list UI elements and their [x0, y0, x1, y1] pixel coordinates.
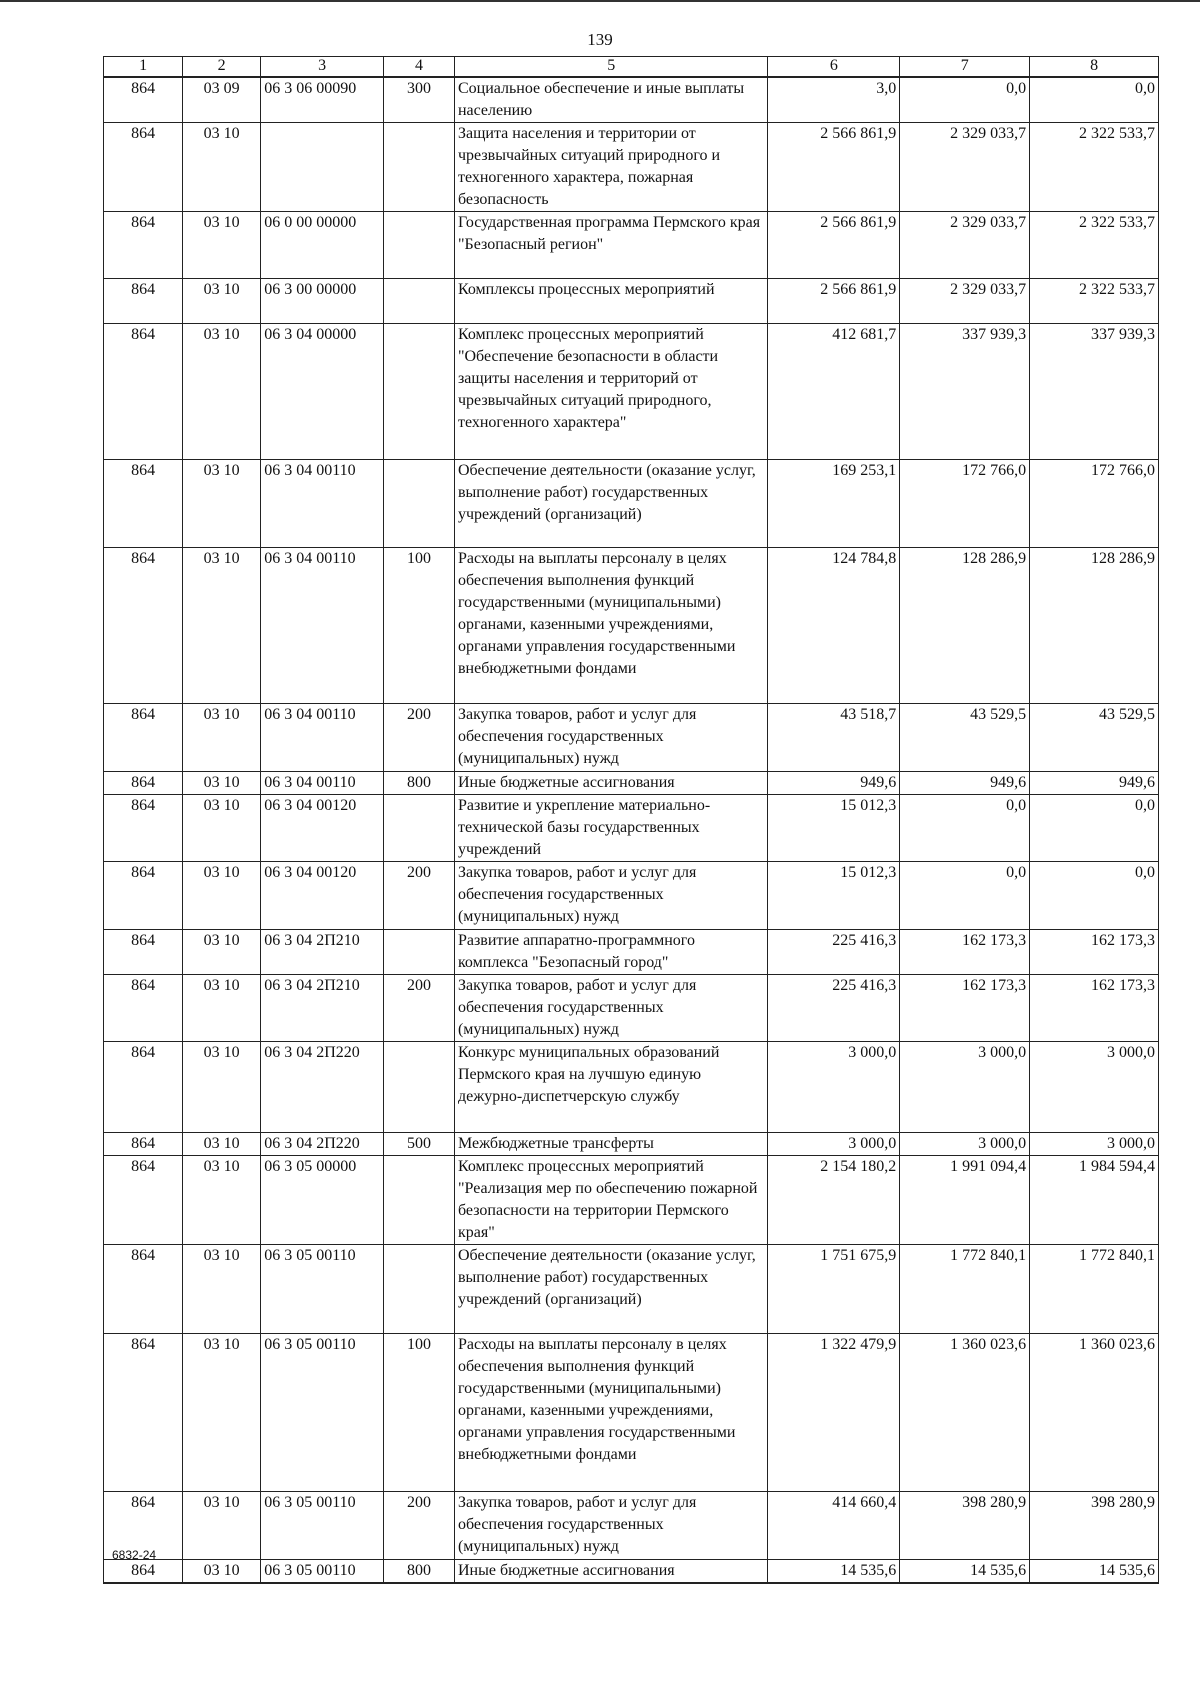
cell-expense-type: 100	[383, 1333, 454, 1491]
table-row	[104, 278, 1159, 323]
table-row	[104, 547, 1159, 703]
cell-section-code: 03 10	[183, 929, 261, 974]
cell-expense-type	[383, 323, 454, 459]
cell-section-code: 03 10	[183, 1132, 261, 1155]
cell-amount-col8: 162 173,3	[1030, 974, 1159, 1041]
cell-amount-col8: 0,0	[1030, 861, 1159, 929]
cell-section-code: 03 10	[183, 974, 261, 1041]
cell-target-article: 06 3 04 2П220	[261, 1041, 384, 1132]
cell-target-article: 06 3 04 00110	[261, 547, 384, 703]
cell-amount-col8: 2 322 533,7	[1030, 211, 1159, 278]
cell-description: Конкурс муниципальных образований Пермского края на лучшую единую дежурно-диспетчерскую службу	[454, 1041, 767, 1132]
cell-ministry-code: 864	[104, 974, 183, 1041]
cell-section-code: 03 10	[183, 703, 261, 771]
cell-amount-col7: 128 286,9	[900, 547, 1030, 703]
cell-amount-col6: 1 322 479,9	[768, 1333, 900, 1491]
cell-section-code: 03 10	[183, 861, 261, 929]
cell-ministry-code: 864	[104, 929, 183, 974]
cell-section-code: 03 10	[183, 771, 261, 794]
cell-amount-col8: 43 529,5	[1030, 703, 1159, 771]
cell-ministry-code: 864	[104, 459, 183, 547]
cell-target-article: 06 3 04 2П210	[261, 929, 384, 974]
cell-section-code: 03 10	[183, 1559, 261, 1583]
cell-target-article: 06 3 05 00110	[261, 1559, 384, 1583]
cell-description: Закупка товаров, работ и услуг для обеспечения государственных (муниципальных) нужд	[454, 861, 767, 929]
cell-amount-col7: 2 329 033,7	[900, 122, 1030, 211]
cell-section-code: 03 10	[183, 1244, 261, 1333]
cell-amount-col8: 949,6	[1030, 771, 1159, 794]
cell-description: Комплексы процессных мероприятий	[454, 278, 767, 323]
cell-amount-col7: 43 529,5	[900, 703, 1030, 771]
cell-expense-type: 200	[383, 1491, 454, 1559]
cell-amount-col7: 2 329 033,7	[900, 211, 1030, 278]
cell-target-article: 06 3 00 00000	[261, 278, 384, 323]
cell-target-article: 06 3 04 00110	[261, 703, 384, 771]
cell-ministry-code: 864	[104, 1132, 183, 1155]
cell-expense-type	[383, 1244, 454, 1333]
cell-amount-col7: 3 000,0	[900, 1132, 1030, 1155]
cell-expense-type	[383, 211, 454, 278]
cell-amount-col8: 162 173,3	[1030, 929, 1159, 974]
cell-ministry-code: 864	[104, 1491, 183, 1559]
cell-description: Иные бюджетные ассигнования	[454, 771, 767, 794]
header-row	[104, 57, 1159, 77]
cell-target-article: 06 3 05 00110	[261, 1491, 384, 1559]
scan-edge-line	[0, 0, 1200, 2]
cell-amount-col7: 337 939,3	[900, 323, 1030, 459]
cell-amount-col7: 1 360 023,6	[900, 1333, 1030, 1491]
cell-amount-col8: 3 000,0	[1030, 1041, 1159, 1132]
cell-description: Обеспечение деятельности (оказание услуг, выполнение работ) государственных учреждений (организаций)	[454, 1244, 767, 1333]
cell-amount-col6: 225 416,3	[768, 974, 900, 1041]
cell-amount-col8: 1 772 840,1	[1030, 1244, 1159, 1333]
cell-amount-col8: 2 322 533,7	[1030, 122, 1159, 211]
cell-target-article: 06 3 05 00000	[261, 1155, 384, 1244]
column-header: 5	[454, 57, 767, 77]
table-row	[104, 929, 1159, 974]
cell-expense-type: 200	[383, 703, 454, 771]
table-row	[104, 794, 1159, 861]
cell-expense-type	[383, 794, 454, 861]
cell-amount-col8: 3 000,0	[1030, 1132, 1159, 1155]
cell-ministry-code: 864	[104, 1155, 183, 1244]
cell-description: Комплекс процессных мероприятий "Обеспечение безопасности в области защиты населения и территорий от чрезвычайных ситуаций природного, техногенного характера"	[454, 323, 767, 459]
cell-ministry-code: 864	[104, 794, 183, 861]
table-row	[104, 211, 1159, 278]
table-row	[104, 122, 1159, 211]
cell-amount-col7: 1 991 094,4	[900, 1155, 1030, 1244]
cell-amount-col8: 398 280,9	[1030, 1491, 1159, 1559]
cell-description: Расходы на выплаты персоналу в целях обеспечения выполнения функций государственными (муниципальными) органами, казенными учреждениями, органами управления государственными внебюджетными фондами	[454, 547, 767, 703]
cell-amount-col6: 414 660,4	[768, 1491, 900, 1559]
cell-expense-type	[383, 1155, 454, 1244]
cell-expense-type: 200	[383, 974, 454, 1041]
table-row	[104, 703, 1159, 771]
cell-amount-col7: 949,6	[900, 771, 1030, 794]
cell-amount-col7: 0,0	[900, 794, 1030, 861]
cell-description: Обеспечение деятельности (оказание услуг, выполнение работ) государственных учреждений (организаций)	[454, 459, 767, 547]
cell-description: Социальное обеспечение и иные выплаты населению	[454, 77, 767, 123]
table-row	[104, 771, 1159, 794]
cell-section-code: 03 10	[183, 323, 261, 459]
cell-target-article: 06 3 04 00000	[261, 323, 384, 459]
cell-amount-col6: 2 566 861,9	[768, 211, 900, 278]
table-row	[104, 1244, 1159, 1333]
cell-target-article: 06 3 04 2П210	[261, 974, 384, 1041]
cell-ministry-code: 864	[104, 1244, 183, 1333]
page-number: 139	[587, 30, 613, 49]
cell-description: Комплекс процессных мероприятий "Реализация мер по обеспечению пожарной безопасности на территории Пермского края"	[454, 1155, 767, 1244]
cell-section-code: 03 10	[183, 122, 261, 211]
cell-ministry-code: 864	[104, 703, 183, 771]
cell-description: Иные бюджетные ассигнования	[454, 1559, 767, 1583]
cell-expense-type	[383, 459, 454, 547]
cell-amount-col7: 2 329 033,7	[900, 278, 1030, 323]
cell-target-article: 06 3 04 00110	[261, 459, 384, 547]
cell-section-code: 03 10	[183, 794, 261, 861]
cell-amount-col7: 3 000,0	[900, 1041, 1030, 1132]
table-row	[104, 974, 1159, 1041]
cell-amount-col8: 0,0	[1030, 794, 1159, 861]
cell-amount-col7: 0,0	[900, 77, 1030, 123]
cell-amount-col7: 1 772 840,1	[900, 1244, 1030, 1333]
cell-target-article	[261, 122, 384, 211]
cell-description: Межбюджетные трансферты	[454, 1132, 767, 1155]
cell-section-code: 03 10	[183, 1333, 261, 1491]
cell-section-code: 03 10	[183, 1155, 261, 1244]
cell-amount-col6: 15 012,3	[768, 861, 900, 929]
column-header: 1	[104, 57, 183, 77]
cell-amount-col6: 225 416,3	[768, 929, 900, 974]
table-row	[104, 77, 1159, 123]
cell-amount-col8: 0,0	[1030, 77, 1159, 123]
cell-expense-type: 100	[383, 547, 454, 703]
cell-amount-col6: 15 012,3	[768, 794, 900, 861]
cell-amount-col6: 412 681,7	[768, 323, 900, 459]
cell-expense-type	[383, 1041, 454, 1132]
table-row	[104, 323, 1159, 459]
cell-description: Развитие и укрепление материально-технической базы государственных учреждений	[454, 794, 767, 861]
cell-target-article: 06 3 04 00120	[261, 861, 384, 929]
column-header: 4	[383, 57, 454, 77]
cell-target-article: 06 3 04 2П220	[261, 1132, 384, 1155]
cell-amount-col8: 337 939,3	[1030, 323, 1159, 459]
cell-ministry-code: 864	[104, 323, 183, 459]
cell-amount-col7: 162 173,3	[900, 929, 1030, 974]
budget-table	[103, 56, 1159, 1584]
cell-amount-col7: 0,0	[900, 861, 1030, 929]
cell-amount-col8: 1 360 023,6	[1030, 1333, 1159, 1491]
cell-description: Развитие аппаратно-программного комплекса "Безопасный город"	[454, 929, 767, 974]
cell-amount-col7: 162 173,3	[900, 974, 1030, 1041]
cell-amount-col7: 14 535,6	[900, 1559, 1030, 1583]
cell-ministry-code: 864	[104, 211, 183, 278]
cell-ministry-code: 864	[104, 77, 183, 123]
table-row	[104, 861, 1159, 929]
cell-amount-col8: 128 286,9	[1030, 547, 1159, 703]
column-header: 6	[768, 57, 900, 77]
cell-target-article: 06 3 04 00120	[261, 794, 384, 861]
cell-amount-col6: 2 566 861,9	[768, 278, 900, 323]
column-header: 7	[900, 57, 1030, 77]
cell-expense-type	[383, 122, 454, 211]
cell-ministry-code: 864	[104, 278, 183, 323]
cell-amount-col8: 1 984 594,4	[1030, 1155, 1159, 1244]
cell-amount-col6: 2 154 180,2	[768, 1155, 900, 1244]
cell-section-code: 03 10	[183, 459, 261, 547]
cell-amount-col7: 398 280,9	[900, 1491, 1030, 1559]
cell-expense-type	[383, 929, 454, 974]
cell-target-article: 06 0 00 00000	[261, 211, 384, 278]
cell-amount-col8: 172 766,0	[1030, 459, 1159, 547]
cell-ministry-code: 864	[104, 1333, 183, 1491]
table-row	[104, 459, 1159, 547]
table-row	[104, 1041, 1159, 1132]
cell-description: Защита населения и территории от чрезвычайных ситуаций природного и техногенного характера, пожарная безопасность	[454, 122, 767, 211]
cell-section-code: 03 09	[183, 77, 261, 123]
cell-target-article: 06 3 05 00110	[261, 1333, 384, 1491]
cell-amount-col7: 172 766,0	[900, 459, 1030, 547]
cell-amount-col6: 169 253,1	[768, 459, 900, 547]
cell-section-code: 03 10	[183, 1041, 261, 1132]
cell-amount-col6: 43 518,7	[768, 703, 900, 771]
table-row	[104, 1132, 1159, 1155]
cell-target-article: 06 3 04 00110	[261, 771, 384, 794]
cell-target-article: 06 3 06 00090	[261, 77, 384, 123]
column-header: 8	[1030, 57, 1159, 77]
table-row	[104, 1491, 1159, 1559]
cell-ministry-code: 864	[104, 1559, 183, 1583]
cell-ministry-code: 864	[104, 771, 183, 794]
column-header: 2	[183, 57, 261, 77]
cell-description: Государственная программа Пермского края "Безопасный регион"	[454, 211, 767, 278]
cell-amount-col6: 3 000,0	[768, 1041, 900, 1132]
cell-description: Закупка товаров, работ и услуг для обеспечения государственных (муниципальных) нужд	[454, 1491, 767, 1559]
cell-ministry-code: 864	[104, 861, 183, 929]
cell-ministry-code: 864	[104, 1041, 183, 1132]
cell-section-code: 03 10	[183, 1491, 261, 1559]
cell-expense-type: 300	[383, 77, 454, 123]
cell-amount-col6: 3,0	[768, 77, 900, 123]
cell-expense-type: 800	[383, 771, 454, 794]
document-code: 6832-24	[112, 1548, 157, 1562]
cell-description: Закупка товаров, работ и услуг для обеспечения государственных (муниципальных) нужд	[454, 703, 767, 771]
table-row	[104, 1559, 1159, 1583]
cell-expense-type: 200	[383, 861, 454, 929]
cell-description: Закупка товаров, работ и услуг для обеспечения государственных (муниципальных) нужд	[454, 974, 767, 1041]
cell-expense-type: 500	[383, 1132, 454, 1155]
cell-section-code: 03 10	[183, 547, 261, 703]
column-header: 3	[261, 57, 384, 77]
cell-expense-type: 800	[383, 1559, 454, 1583]
cell-amount-col6: 949,6	[768, 771, 900, 794]
table-row	[104, 1333, 1159, 1491]
cell-amount-col6: 2 566 861,9	[768, 122, 900, 211]
cell-description: Расходы на выплаты персоналу в целях обеспечения выполнения функций государственными (муниципальными) органами, казенными учреждениями, органами управления государственными внебюджетными фондами	[454, 1333, 767, 1491]
cell-amount-col6: 14 535,6	[768, 1559, 900, 1583]
cell-expense-type	[383, 278, 454, 323]
cell-amount-col8: 2 322 533,7	[1030, 278, 1159, 323]
cell-ministry-code: 864	[104, 547, 183, 703]
table-row	[104, 1155, 1159, 1244]
cell-target-article: 06 3 05 00110	[261, 1244, 384, 1333]
cell-amount-col6: 1 751 675,9	[768, 1244, 900, 1333]
cell-amount-col6: 3 000,0	[768, 1132, 900, 1155]
cell-section-code: 03 10	[183, 211, 261, 278]
cell-amount-col6: 124 784,8	[768, 547, 900, 703]
cell-amount-col8: 14 535,6	[1030, 1559, 1159, 1583]
cell-ministry-code: 864	[104, 122, 183, 211]
cell-section-code: 03 10	[183, 278, 261, 323]
